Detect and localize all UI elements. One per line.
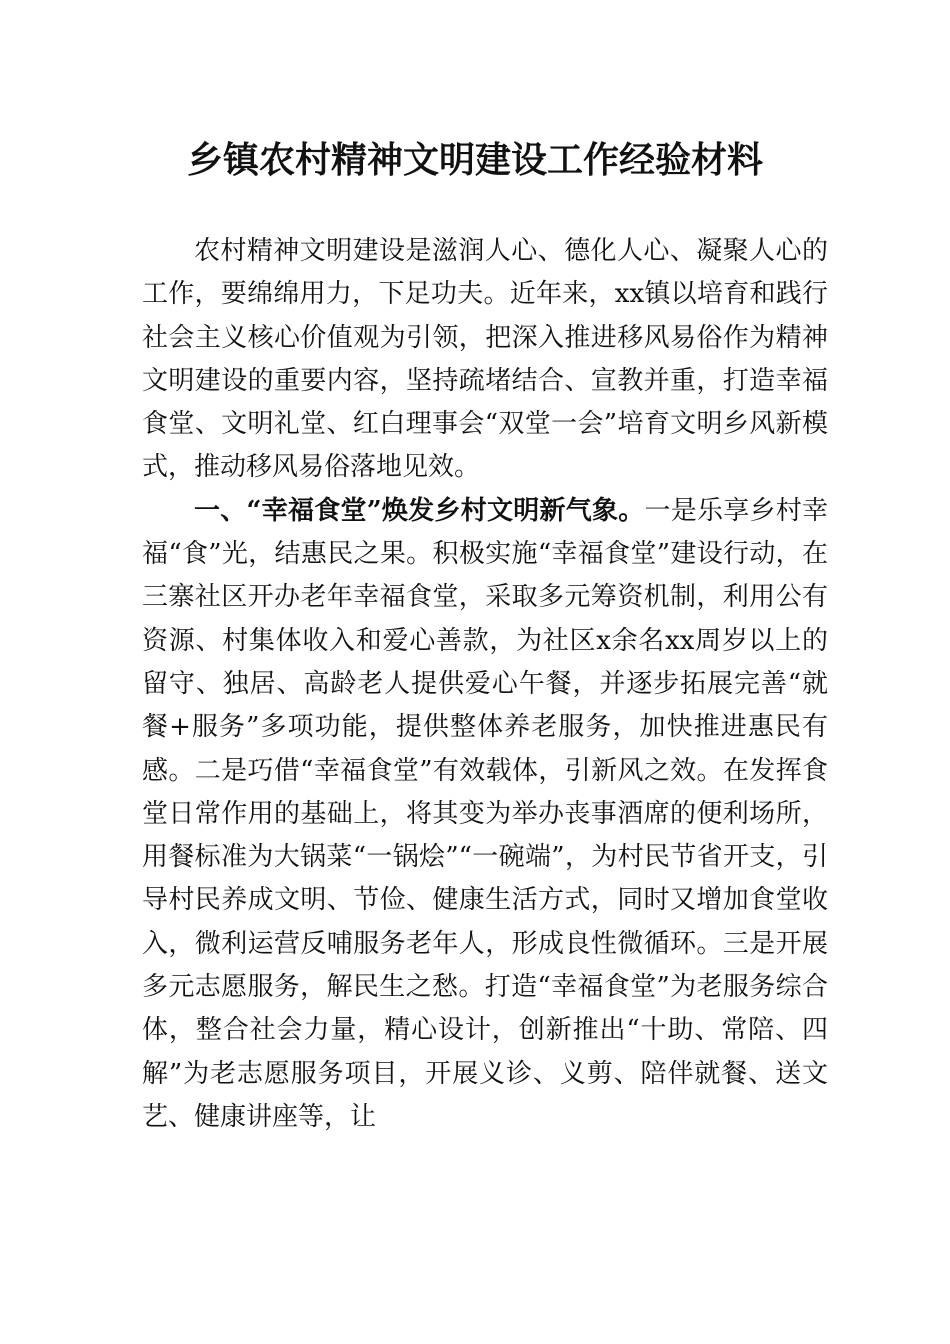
document-body xyxy=(142,230,828,1139)
section-1-heading: 一、“幸福食堂”焕发乡村文明新气象。 xyxy=(194,495,645,526)
document-title: 乡镇农村精神文明建设工作经验材料 xyxy=(186,139,763,181)
intro-paragraph: 农村精神文明建设是滋润人心、德化人心、凝聚人心的工作，要绵绵用力，下足功夫。近年来，xx镇以培育和践行社会主义核心价值观为引领，把深入推进移风易俗作为精神文明建设的重要内容，坚持疏堵结合、宣教并重，打造幸福食堂、文明礼堂、红白理事会“双堂一会”培育文明乡风新模式，推动移风易俗落地见效。 xyxy=(142,236,828,483)
section-1-paragraph xyxy=(142,490,828,1139)
section-1-body: 一是乐享乡村幸福“食”光，结惠民之果。积极实施“幸福食堂”建设行动，在三寨社区开办老年幸福食堂，采取多元筹资机制，利用公有资源、村集体收入和爱心善款，为社区x余名xx周岁以上的留守、独居、高龄老人提供爱心午餐，并逐步拓展完善“就餐+服务”多项功能，提供整体养老服务，加快推进惠民有感。二是巧借“幸福食堂”有效载体，引新风之效。在发挥食堂日常作用的基础上，将其变为举办丧事酒席的便利场所，用餐标准为大锅菜“一锅烩”“一碗端”，为村民节省开支，引导村民养成文明、节俭、健康生活方式，同时又增加食堂收入，微利运营反哺服务老年人，形成良性微循环。三是开展多元志愿服务，解民生之愁。打造“幸福食堂”为老服务综合体，整合社会力量，精心设计，创新推出“十助、常陪、四解”为老志愿服务项目，开展义诊、义剪、陪伴就餐、送文艺、健康讲座等，让 xyxy=(142,495,828,1132)
